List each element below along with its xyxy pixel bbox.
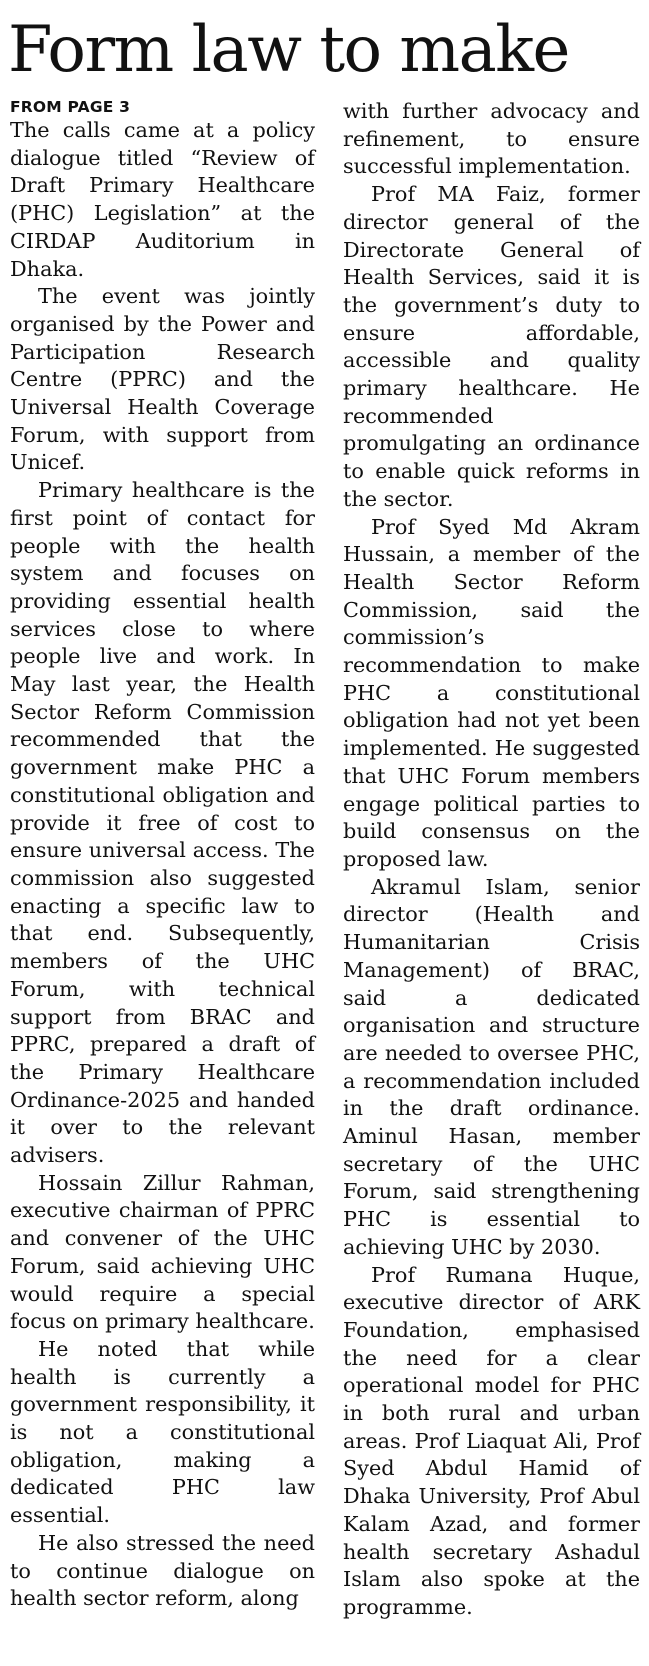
article-column-right [343, 98, 640, 1622]
paragraph: He noted that while health is currently a government responsibility, it is not a constitutional obligation, making a dedicated PHC law essential. [10, 1336, 315, 1528]
paragraph: Primary healthcare is the first point of contact for people with the health system and focuses on providing essential health services close to where people live and work. In May last year, the Health Sector Reform Commission recommended that the government make PHC a constitutional obligation and provide it free of cost to ensure universal access. The commission also suggested enacting a specific law to that end. Subsequently, members of the UHC Forum, with technical support from BRAC and PPRC, prepared a draft of the Primary Healthcare Ordinance-2025 and handed it over to the relevant advisers. [10, 478, 315, 1168]
paragraph: Prof Syed Md Akram Hussain, a member of the Health Sector Reform Commission, said the commission’s recommendation to make PHC a constitutional obligation had not yet been implemented. He suggested that UHC Forum members engage political parties to build consensus on the proposed law. [343, 514, 640, 871]
continuation-kicker: FROM PAGE 3 [10, 98, 131, 116]
paragraph: with further advocacy and refinement, to ensure successful implementation. [343, 99, 640, 179]
paragraph: The calls came at a policy dialogue titled “Review of Draft Primary Healthcare (PHC) Legislation” at the CIRDAP Auditorium in Dhaka. [10, 118, 315, 281]
paragraph: Prof MA Faiz, former director general of the Directorate General of Health Services, said it is the government’s duty to ensure affordable, accessible and quality primary healthcare. He recommended promulgating an ordinance to enable quick reforms in the sector. [343, 182, 640, 511]
paragraph: Hossain Zillur Rahman, executive chairman of PPRC and convener of the UHC Forum, said achieving UHC would require a special focus on primary healthcare. [10, 1170, 315, 1334]
paragraph: The event was jointly organised by the Power and Participation Research Centre (PPRC) and the Universal Health Coverage Forum, with support from Unicef. [10, 284, 315, 475]
paragraph: He also stressed the need to continue dialogue on health sector reform, along [10, 1530, 315, 1611]
paragraph: Prof Rumana Huque, executive director of ARK Foundation, emphasised the need for a clear operational model for PHC in both rural and urban areas. Prof Liaquat Ali, Prof Syed Abdul Hamid of Dhaka University, Prof Abul Kalam Azad, and former health secretary Ashadul Islam also spoke at the programme. [343, 1262, 640, 1619]
article-column-left [10, 98, 315, 1613]
headline: Form law to make [8, 13, 569, 87]
paragraph: Akramul Islam, senior director (Health and Humanitarian Crisis Management) of BRAC, said a dedicated organisation and structure are needed to oversee PHC, a recommendation included in the draft ordinance. Aminul Hasan, member secretary of the UHC Forum, said strengthening PHC is essential to achieving UHC by 2030. [343, 874, 640, 1259]
